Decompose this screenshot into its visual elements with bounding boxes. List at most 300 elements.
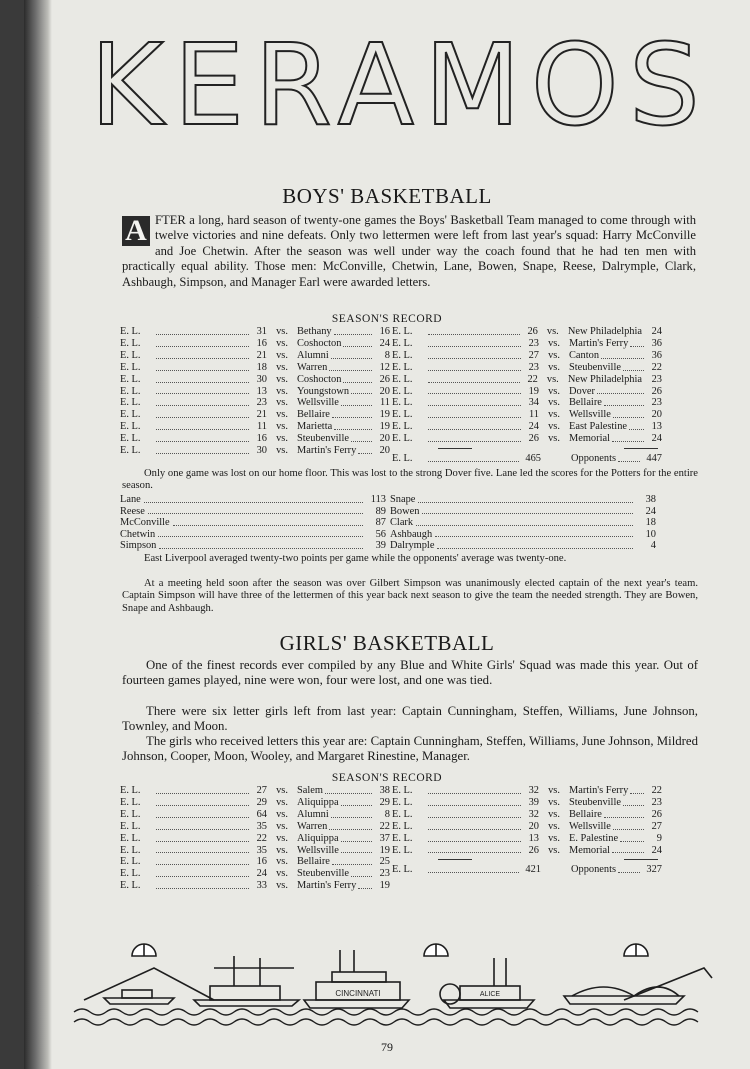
leader-dots <box>325 785 372 794</box>
scorer-row <box>120 506 386 518</box>
leader-dots <box>156 409 249 418</box>
leader-dots <box>343 338 372 347</box>
opponent-name: Bellaire <box>569 808 602 820</box>
leader-dots <box>422 506 633 515</box>
game-row <box>120 856 390 868</box>
leader-dots <box>156 362 249 371</box>
leader-dots <box>435 529 633 538</box>
vs-label: vs. <box>276 373 288 385</box>
game-row <box>120 374 390 386</box>
vs-label: vs. <box>276 808 288 820</box>
opponent-score: 8 <box>384 349 390 361</box>
team-label: E. L. <box>120 409 141 421</box>
opponents-label: Opponents <box>571 453 617 465</box>
player-points: 4 <box>650 540 656 552</box>
player-points: 39 <box>375 540 386 552</box>
leader-dots <box>148 506 363 515</box>
scorer-row <box>120 540 386 552</box>
girls-p1: One of the finest records ever compiled by any Blue and White Girls' Squad was made this year. Out of fourteen games played, nine were won, four were lost, and one was tied. <box>122 658 698 688</box>
el-score: 26 <box>527 326 538 337</box>
opponent <box>569 362 662 374</box>
opponent-score: 22 <box>651 785 662 796</box>
team-label: E. L. <box>120 445 141 457</box>
margin-mark: · <box>36 312 40 324</box>
el-score: 26 <box>528 433 539 445</box>
opponent <box>569 821 662 833</box>
leader-dots <box>428 797 521 806</box>
opponent-score: 23 <box>651 796 662 808</box>
vs-label: vs. <box>276 349 288 361</box>
el-score: 64 <box>256 808 267 820</box>
el-score: 23 <box>528 337 539 349</box>
team-label: E. L. <box>392 326 413 337</box>
scorer-row <box>120 529 386 541</box>
leader-dots <box>156 445 249 454</box>
opponent-score: 24 <box>651 844 662 856</box>
opponent <box>297 797 390 809</box>
el-score: 26 <box>528 844 539 856</box>
leader-dots <box>343 374 372 383</box>
leader-dots <box>156 880 249 889</box>
opponent <box>568 374 662 386</box>
opponent-score: 19 <box>379 409 390 421</box>
girls-record-title: SEASON'S RECORD <box>331 772 443 784</box>
leader-dots <box>173 517 363 526</box>
opponent-score: 26 <box>379 373 390 385</box>
opponent-name: New Philadelphia <box>567 326 642 337</box>
el-score: 34 <box>528 397 539 409</box>
opponents-score: 327 <box>646 864 662 876</box>
dropcap-a: A <box>122 216 150 246</box>
leader-dots <box>341 397 372 406</box>
el-score: 11 <box>528 409 539 421</box>
opponent-name: Bellaire <box>297 856 330 868</box>
team-label: E. L. <box>120 373 141 385</box>
leader-dots <box>156 833 249 842</box>
game-row <box>120 338 390 350</box>
vs-label: vs. <box>548 361 560 373</box>
el-score: 29 <box>256 796 267 808</box>
el-score: 27 <box>256 785 267 796</box>
leader-dots <box>156 785 249 794</box>
el-score: 35 <box>256 820 267 832</box>
player-name: McConville <box>120 517 170 529</box>
leader-dots <box>332 856 372 865</box>
leader-dots <box>428 374 520 383</box>
boys-average-note: East Liverpool averaged twenty-two points per game while the opponents' average was twenty-one. <box>144 553 567 564</box>
vs-label: vs. <box>548 337 560 349</box>
game-row <box>392 821 662 833</box>
leader-dots <box>358 445 372 454</box>
vs-label: vs. <box>548 785 560 796</box>
girls-record-left <box>120 785 390 892</box>
opponent <box>569 845 662 857</box>
leader-dots <box>428 409 521 418</box>
game-row <box>120 821 390 833</box>
boys-scorers-left <box>120 494 386 552</box>
team-label: E. L. <box>120 397 141 409</box>
team-label: E. L. <box>392 385 413 397</box>
opponent <box>297 374 390 386</box>
opponent <box>297 821 390 833</box>
team-label: E. L. <box>392 832 413 844</box>
leader-dots <box>156 868 249 877</box>
player-points: 56 <box>375 528 386 540</box>
scorer-row <box>390 529 656 541</box>
game-row <box>120 326 390 338</box>
game-row <box>392 362 662 374</box>
team-label: E. L. <box>392 361 413 373</box>
leader-dots <box>428 833 521 842</box>
el-score: 16 <box>256 337 267 349</box>
game-row <box>120 421 390 433</box>
el-score: 18 <box>256 361 267 373</box>
game-row <box>392 397 662 409</box>
opponent-name: Steubenville <box>297 868 349 880</box>
leader-dots <box>358 880 372 889</box>
el-score: 33 <box>256 880 267 892</box>
leader-dots <box>331 350 372 359</box>
leader-dots <box>156 374 249 383</box>
leader-dots <box>613 821 644 830</box>
girls-record-right <box>392 785 662 876</box>
el-score: 11 <box>256 421 267 433</box>
el-score: 32 <box>528 808 539 820</box>
el-score: 27 <box>528 349 539 361</box>
team-label: E. L. <box>392 808 413 820</box>
leader-dots <box>597 386 644 395</box>
vs-label: vs. <box>276 445 288 457</box>
leader-dots <box>158 529 363 538</box>
opponent <box>569 809 662 821</box>
leader-dots <box>351 433 372 442</box>
total-row <box>392 864 662 876</box>
team-label: E. L. <box>120 832 141 844</box>
el-score: 35 <box>256 844 267 856</box>
opponent-name: Memorial <box>569 844 610 856</box>
opponent-score: 23 <box>651 373 662 385</box>
leader-dots <box>428 453 519 462</box>
opponent-name: Coshocton <box>297 337 342 349</box>
opponent-score: 29 <box>379 796 390 808</box>
scorer-row <box>120 494 386 506</box>
opponent <box>569 397 662 409</box>
opponent-name: East Palestine <box>569 421 628 433</box>
vs-label: vs. <box>548 796 560 808</box>
opponents-total <box>571 453 662 465</box>
vs-label: vs. <box>276 326 288 337</box>
game-row <box>120 880 390 892</box>
el-score: 16 <box>256 433 267 445</box>
team-label: E. L. <box>120 421 141 433</box>
vs-label: vs. <box>276 397 288 409</box>
total-rule <box>438 448 472 449</box>
opponent-score: 37 <box>379 832 390 844</box>
team-label: E. L. <box>120 326 141 337</box>
game-row <box>120 868 390 880</box>
scorer-row <box>120 517 386 529</box>
total-rule <box>438 859 472 860</box>
leader-dots <box>428 421 521 430</box>
player-name: Dalrymple <box>390 540 435 552</box>
opponent-score: 19 <box>379 880 390 892</box>
opponent <box>569 350 662 362</box>
leader-dots <box>156 421 249 430</box>
margin-mark: · <box>36 708 40 720</box>
leader-dots <box>156 326 249 335</box>
scorer-row <box>390 506 656 518</box>
opponent-score: 24 <box>651 326 662 337</box>
leader-dots <box>623 362 644 371</box>
opponent-name: E. Palestine <box>569 832 619 844</box>
vs-label: vs. <box>548 385 560 397</box>
game-row <box>120 445 390 457</box>
opponent-name: Dover <box>569 385 595 397</box>
spacer <box>541 864 571 876</box>
el-score: 24 <box>528 421 539 433</box>
leader-dots <box>428 821 521 830</box>
opponent-name: Coshocton <box>297 373 342 385</box>
leader-dots <box>329 362 372 371</box>
leader-dots <box>351 386 372 395</box>
el-score: 21 <box>256 409 267 421</box>
opponent-score: 8 <box>384 808 390 820</box>
leader-dots <box>428 809 521 818</box>
player-points: 89 <box>375 505 386 517</box>
game-row <box>392 833 662 845</box>
opponent-name: Warren <box>297 820 328 832</box>
leader-dots <box>156 386 249 395</box>
vs-label: vs. <box>276 820 288 832</box>
game-row <box>392 809 662 821</box>
el-score: 24 <box>256 868 267 880</box>
team-label: E. L. <box>392 844 413 856</box>
boys-intro-text: FTER a long, hard season of twenty-one games the Boys' Basketball Team managed to come through with twelve victories and nine defeats. Only two lettermen were left from last year's squad: Harry McConville and Joe Chetwin. After the season was well under way the coach found that he had ten men with practically equal ability. Those men: McConville, Chetwin, Lane, Bowen, Snape, Reese, Dalrymple, Clark, Ashbaugh, Simpson, and Manager Earl were awarded letters. <box>122 213 696 289</box>
opponent <box>297 880 390 892</box>
leader-dots <box>612 433 644 442</box>
el-score: 30 <box>256 445 267 457</box>
opponent-score: 27 <box>651 820 662 832</box>
opponent-name: Aliquippa <box>297 796 339 808</box>
opponent-name: Wellsville <box>297 844 339 856</box>
opponent-score: 24 <box>379 337 390 349</box>
opponent-name: Martin's Ferry <box>297 445 357 457</box>
opponent <box>297 845 390 857</box>
masthead-title: KERAMOS <box>90 21 710 151</box>
vs-label: vs. <box>548 832 560 844</box>
el-score: 19 <box>528 385 539 397</box>
el-score: 39 <box>528 796 539 808</box>
player-name: Bowen <box>390 505 420 517</box>
opponent <box>297 397 390 409</box>
leader-dots <box>156 433 249 442</box>
opponent-score: 26 <box>651 385 662 397</box>
vs-label: vs. <box>548 349 560 361</box>
player-name: Snape <box>390 494 416 505</box>
leader-dots <box>623 797 644 806</box>
girls-p2: There were six letter girls left from last year: Captain Cunningham, Steffen, Williams, June Johnson, Townley, and Moon. <box>122 704 698 734</box>
opponent <box>297 338 390 350</box>
girls-heading: GIRLS' BASKETBALL <box>279 631 495 655</box>
leader-dots <box>156 797 249 806</box>
leader-dots <box>418 494 633 503</box>
game-row <box>392 409 662 421</box>
team-label: E. L. <box>392 337 413 349</box>
opponent-score: 22 <box>651 361 662 373</box>
leader-dots <box>331 809 372 818</box>
team-label: E. L. <box>392 433 413 445</box>
scorer-row <box>390 517 656 529</box>
vs-label: vs. <box>276 880 288 892</box>
opponent <box>297 409 390 421</box>
player-name: Ashbaugh <box>390 528 433 540</box>
player-points: 38 <box>645 494 656 505</box>
game-row <box>120 386 390 398</box>
opponents-total <box>571 864 662 876</box>
opponent-score: 19 <box>379 844 390 856</box>
opponent-score: 22 <box>379 820 390 832</box>
opponent-name: Memorial <box>569 433 610 445</box>
leader-dots <box>428 362 521 371</box>
leader-dots <box>156 809 249 818</box>
team-label: E. L. <box>392 409 413 421</box>
vs-label: vs. <box>276 785 288 796</box>
team-label: E. L. <box>120 385 141 397</box>
total-rule <box>624 448 658 449</box>
margin-mark: · <box>36 880 40 892</box>
opponent <box>297 445 390 457</box>
opponent-name: Bethany <box>297 326 332 337</box>
opponents-label: Opponents <box>571 864 617 876</box>
opponent-name: Aliquippa <box>297 832 339 844</box>
player-name: Chetwin <box>120 528 156 540</box>
game-row <box>392 350 662 362</box>
book-binding <box>24 0 52 1069</box>
game-row <box>120 809 390 821</box>
opponent-score: 20 <box>379 433 390 445</box>
opponent-score: 20 <box>651 409 662 421</box>
game-row <box>392 374 662 386</box>
opponent-score: 13 <box>651 421 662 433</box>
team-label: E. L. <box>120 880 141 892</box>
team-label: E. L. <box>392 453 413 465</box>
boys-home-note: Only one game was lost on our home floor. This was lost to the strong Dover five. Lane led the scores for the Potters for the entire season. <box>122 468 698 492</box>
opponent <box>569 409 662 421</box>
yearbook-page <box>24 0 750 1069</box>
el-score: 13 <box>528 832 539 844</box>
masthead <box>70 21 730 151</box>
opponent-name: New Philadelphia <box>567 373 642 385</box>
vs-label: vs. <box>276 868 288 880</box>
opponent <box>297 386 390 398</box>
leader-dots <box>156 397 249 406</box>
vs-label: vs. <box>548 433 560 445</box>
team-label: E. L. <box>120 785 141 796</box>
team-label: E. L. <box>392 397 413 409</box>
opponent <box>297 362 390 374</box>
team-label: E. L. <box>120 337 141 349</box>
opponents-score: 447 <box>646 453 662 465</box>
leader-dots <box>416 517 633 526</box>
opponent <box>569 338 662 350</box>
opponent-score: 20 <box>379 385 390 397</box>
player-points: 24 <box>645 505 656 517</box>
leader-dots <box>604 397 644 406</box>
team-label: E. L. <box>392 820 413 832</box>
el-score: 16 <box>256 856 267 868</box>
opponent <box>297 856 390 868</box>
vs-label: vs. <box>548 397 560 409</box>
leader-dots <box>334 421 372 430</box>
leader-dots <box>428 785 521 794</box>
vs-label: vs. <box>546 373 559 385</box>
opponent <box>569 386 662 398</box>
spacer <box>541 453 571 465</box>
opponent-name: Wellsville <box>569 820 611 832</box>
opponent <box>297 433 390 445</box>
leader-dots <box>329 821 372 830</box>
leader-dots <box>604 809 644 818</box>
leader-dots <box>428 397 521 406</box>
boys-heading: BOYS' BASKETBALL <box>282 184 492 208</box>
leader-dots <box>156 821 249 830</box>
game-row <box>120 409 390 421</box>
game-row <box>392 785 662 797</box>
game-row <box>120 797 390 809</box>
team-label: E. L. <box>120 820 141 832</box>
team-label: E. L. <box>392 373 413 385</box>
game-row <box>120 433 390 445</box>
el-score: 20 <box>528 820 539 832</box>
leader-dots <box>341 845 372 854</box>
leader-dots <box>332 409 372 418</box>
vs-label: vs. <box>546 326 559 337</box>
game-row <box>120 350 390 362</box>
page-number: 79 <box>381 1040 393 1054</box>
leader-dots <box>620 833 644 842</box>
leader-dots <box>334 326 372 335</box>
game-row <box>392 421 662 433</box>
opponent <box>569 421 662 433</box>
vs-label: vs. <box>548 820 560 832</box>
vs-label: vs. <box>276 421 288 433</box>
game-row <box>120 785 390 797</box>
opponent-score: 11 <box>379 397 390 409</box>
opponent-name: Marietta <box>297 421 333 433</box>
opponent-score: 26 <box>651 808 662 820</box>
opponent <box>297 421 390 433</box>
vs-label: vs. <box>276 844 288 856</box>
leader-dots <box>159 540 363 549</box>
opponent-score: 23 <box>651 397 662 409</box>
team-label: E. L. <box>120 868 141 880</box>
player-name: Clark <box>390 517 414 529</box>
leader-dots <box>629 421 644 430</box>
boat-alice-label: ALICE <box>479 991 501 998</box>
boys-record-right <box>392 326 662 465</box>
opponent-name: Wellsville <box>297 397 339 409</box>
game-row <box>392 326 662 338</box>
vs-label: vs. <box>276 796 288 808</box>
opponent <box>297 350 390 362</box>
game-row <box>120 845 390 857</box>
game-row <box>392 797 662 809</box>
leader-dots <box>428 845 521 854</box>
team-label: E. L. <box>120 844 141 856</box>
opponent <box>569 785 662 797</box>
game-row <box>392 433 662 445</box>
opponent-score: 36 <box>651 349 662 361</box>
